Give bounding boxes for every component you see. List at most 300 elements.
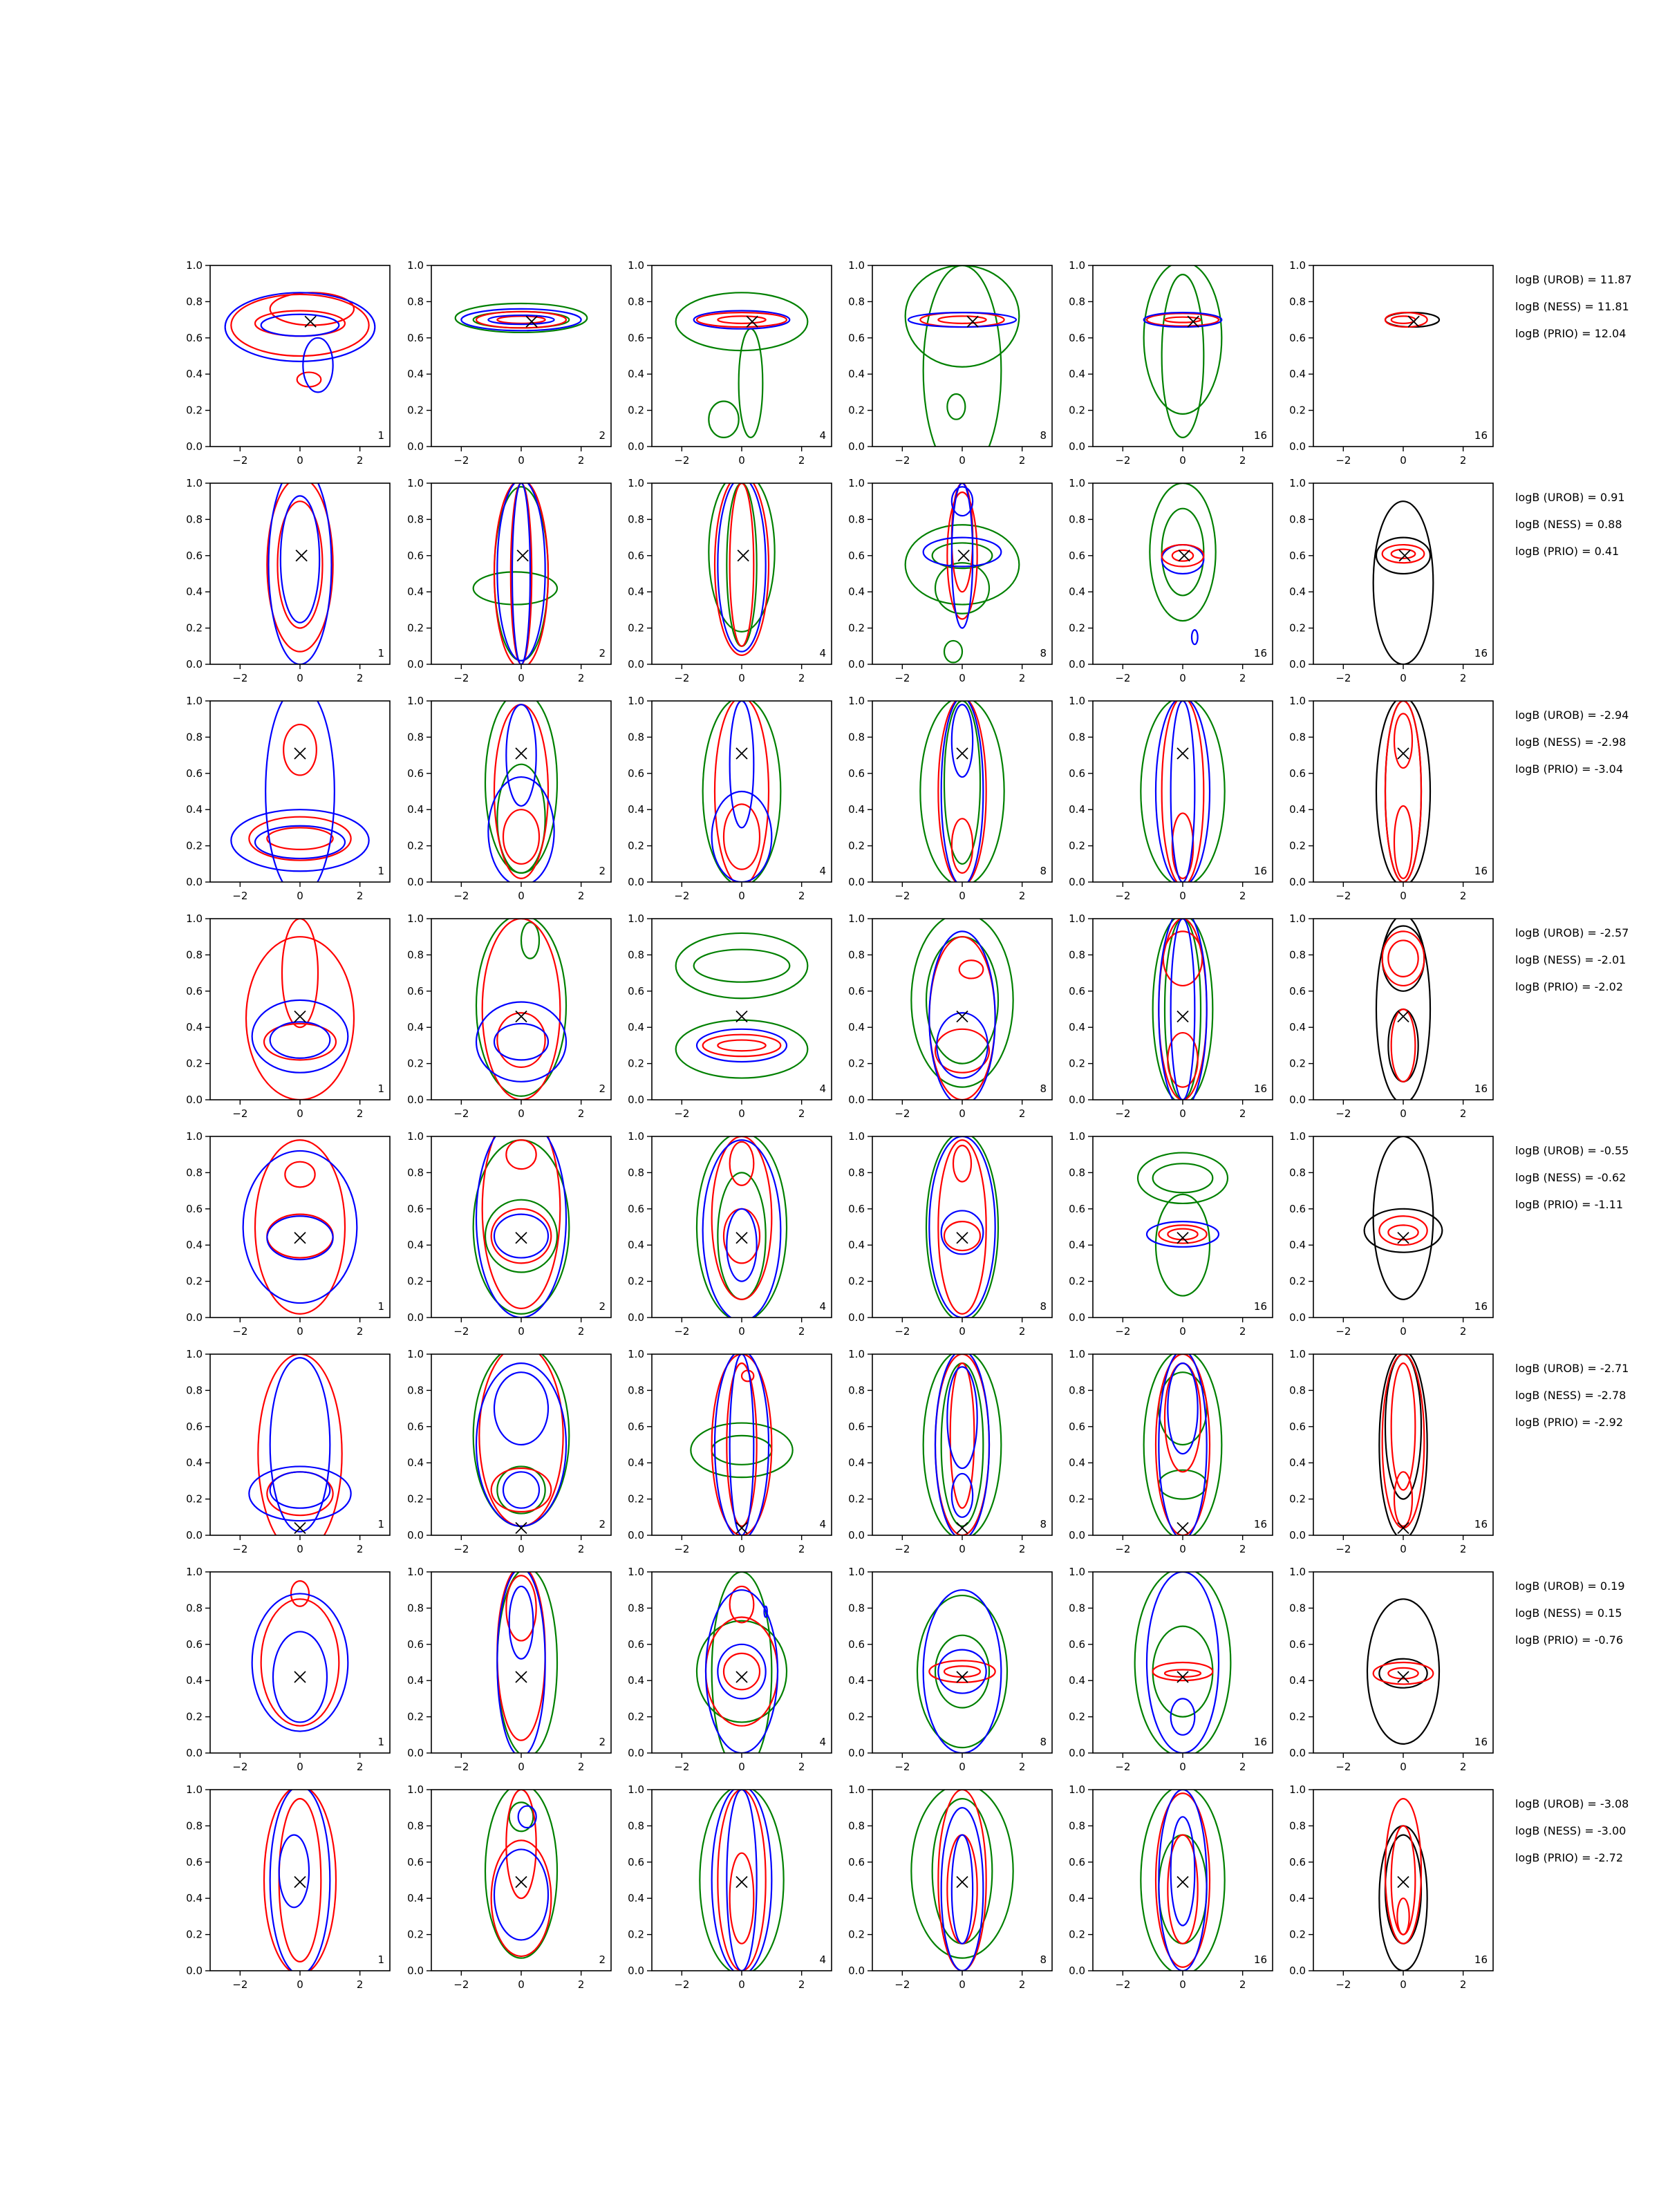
red-contour-3 bbox=[929, 937, 995, 1100]
y-tick-label: 1.0 bbox=[628, 695, 644, 707]
red-contour-4 bbox=[920, 312, 1004, 327]
logb-value: logB (NESS) = 0.88 bbox=[1515, 518, 1622, 531]
sample-count-label: 16 bbox=[1253, 647, 1267, 659]
red-contour-3 bbox=[1153, 1662, 1213, 1680]
y-tick-label: 0.0 bbox=[1289, 1529, 1306, 1541]
y-tick-label: 1.0 bbox=[186, 1566, 203, 1578]
x-tick-label: 2 bbox=[1459, 1543, 1467, 1555]
x-tick-label: 0 bbox=[959, 1761, 966, 1773]
x-tick-label: 0 bbox=[1179, 672, 1186, 684]
x-tick-label: −2 bbox=[1115, 454, 1131, 467]
y-tick-label: 0.0 bbox=[186, 1529, 203, 1541]
x-tick-label: 2 bbox=[577, 1761, 585, 1773]
x-tick-label: −2 bbox=[1335, 672, 1351, 684]
y-tick-label: 0.2 bbox=[1289, 404, 1306, 417]
y-tick-label: 0.4 bbox=[848, 1674, 865, 1687]
x-tick-label: 0 bbox=[1179, 1761, 1186, 1773]
x-tick-label: 2 bbox=[798, 1978, 805, 1991]
x-marker bbox=[1177, 1877, 1188, 1888]
logb-row-2 bbox=[1515, 491, 1625, 558]
red-contour-4 bbox=[950, 1363, 975, 1508]
y-tick-label: 0.8 bbox=[848, 1602, 865, 1615]
contour-panel-r2-c5 bbox=[1069, 477, 1273, 684]
red-contour-4 bbox=[727, 1363, 756, 1526]
contour-panel-r6-c5 bbox=[1069, 1348, 1273, 1555]
contour-lines bbox=[1376, 697, 1430, 885]
x-tick-label: −2 bbox=[894, 1761, 910, 1773]
x-tick-label: −2 bbox=[453, 1543, 469, 1555]
blue-contour-5 bbox=[476, 1002, 566, 1082]
y-tick-label: 1.0 bbox=[628, 1348, 644, 1360]
y-tick-label: 0.6 bbox=[407, 1638, 424, 1651]
contour-lines bbox=[1135, 1568, 1231, 1756]
black-contour-1 bbox=[1374, 1136, 1434, 1300]
x-tick-label: 0 bbox=[1400, 1325, 1407, 1338]
blue-contour-5 bbox=[935, 1351, 989, 1539]
x-tick-label: 0 bbox=[1400, 1543, 1407, 1555]
green-contour-2 bbox=[1153, 1163, 1213, 1192]
sample-count-label: 2 bbox=[599, 647, 606, 659]
y-tick-label: 0.2 bbox=[628, 404, 644, 417]
blue-contour-9 bbox=[952, 483, 973, 628]
x-tick-label: 2 bbox=[356, 1325, 364, 1338]
y-tick-label: 0.6 bbox=[628, 1420, 644, 1433]
y-tick-label: 1.0 bbox=[1069, 695, 1085, 707]
y-tick-label: 0.2 bbox=[628, 1275, 644, 1288]
contour-lines bbox=[249, 1354, 350, 1553]
x-tick-label: −2 bbox=[1115, 1978, 1131, 1991]
sample-count-label: 8 bbox=[1040, 1518, 1047, 1530]
x-marker bbox=[516, 1232, 527, 1244]
x-tick-label: 0 bbox=[1400, 1761, 1407, 1773]
blue-contour-4 bbox=[231, 809, 368, 871]
y-tick-label: 0.2 bbox=[1289, 1492, 1306, 1506]
axes-frame bbox=[431, 1790, 611, 1971]
contour-panel-r8-c3 bbox=[628, 1783, 832, 1991]
x-tick-label: 2 bbox=[1018, 454, 1026, 467]
x-marker bbox=[1398, 1671, 1409, 1683]
y-tick-label: 0.0 bbox=[407, 1311, 424, 1324]
y-tick-label: 0.4 bbox=[848, 1456, 865, 1470]
green-contour-1 bbox=[1144, 262, 1222, 414]
y-tick-label: 0.8 bbox=[1289, 513, 1306, 526]
contour-lines bbox=[1365, 1136, 1443, 1300]
sample-count-label: 16 bbox=[1474, 1518, 1488, 1530]
y-tick-label: 1.0 bbox=[1289, 1566, 1306, 1578]
y-tick-label: 0.6 bbox=[1289, 1202, 1306, 1215]
x-tick-label: 0 bbox=[1179, 1543, 1186, 1555]
blue-contour-5 bbox=[509, 1586, 534, 1659]
y-tick-label: 0.0 bbox=[1289, 876, 1306, 888]
blue-contour-6 bbox=[929, 931, 995, 1105]
contour-lines bbox=[676, 292, 808, 438]
y-tick-label: 0.4 bbox=[186, 803, 203, 816]
y-tick-label: 1.0 bbox=[186, 695, 203, 707]
green-contour-1 bbox=[917, 1595, 1007, 1747]
y-tick-label: 0.8 bbox=[186, 1819, 203, 1833]
y-tick-label: 0.0 bbox=[1069, 1747, 1085, 1759]
y-tick-label: 0.6 bbox=[1289, 1855, 1306, 1868]
contour-panel-r1-c6 bbox=[1289, 259, 1493, 467]
logb-value: logB (UROB) = -2.94 bbox=[1515, 709, 1629, 722]
y-tick-label: 1.0 bbox=[1289, 695, 1306, 707]
red-contour-6 bbox=[938, 316, 986, 323]
y-tick-label: 0.4 bbox=[628, 1021, 644, 1034]
x-tick-label: −2 bbox=[453, 1978, 469, 1991]
y-tick-label: 0.6 bbox=[1069, 1202, 1085, 1215]
y-tick-label: 0.6 bbox=[848, 1420, 865, 1433]
x-tick-label: 2 bbox=[577, 672, 585, 684]
blue-contour-3 bbox=[1162, 545, 1204, 574]
x-marker bbox=[736, 1671, 747, 1683]
y-tick-label: 0.2 bbox=[407, 1057, 424, 1070]
blue-contour-7 bbox=[718, 1644, 765, 1699]
axes-frame bbox=[652, 919, 832, 1100]
x-tick-label: −2 bbox=[674, 672, 690, 684]
sample-count-label: 16 bbox=[1253, 1953, 1267, 1966]
y-tick-label: 0.0 bbox=[407, 1094, 424, 1106]
contour-panel-r3-c2 bbox=[407, 692, 611, 902]
y-tick-label: 0.4 bbox=[1289, 1021, 1306, 1034]
x-marker bbox=[1177, 1011, 1188, 1022]
x-tick-label: 2 bbox=[356, 1761, 364, 1773]
axes-frame bbox=[210, 701, 390, 882]
y-tick-label: 1.0 bbox=[186, 477, 203, 489]
green-contour-2 bbox=[935, 563, 989, 613]
logb-value: logB (NESS) = -0.62 bbox=[1515, 1171, 1627, 1184]
x-tick-label: −2 bbox=[232, 1978, 248, 1991]
y-tick-label: 1.0 bbox=[186, 259, 203, 272]
x-marker bbox=[1398, 1232, 1409, 1244]
x-tick-label: 2 bbox=[1459, 1761, 1467, 1773]
y-tick-label: 1.0 bbox=[1069, 1348, 1085, 1360]
red-contour-3 bbox=[712, 1136, 772, 1300]
y-tick-label: 1.0 bbox=[1069, 259, 1085, 272]
x-tick-label: −2 bbox=[1115, 890, 1131, 902]
y-tick-label: 0.6 bbox=[186, 549, 203, 562]
x-tick-label: 2 bbox=[1239, 1761, 1246, 1773]
y-tick-label: 0.4 bbox=[1069, 1456, 1085, 1470]
contour-lines bbox=[476, 915, 566, 1100]
sample-count-label: 2 bbox=[599, 1300, 606, 1313]
blue-contour-5 bbox=[270, 1472, 330, 1508]
x-tick-label: −2 bbox=[674, 1543, 690, 1555]
contour-lines bbox=[1150, 483, 1215, 644]
axes-frame bbox=[431, 1136, 611, 1318]
y-tick-label: 0.0 bbox=[848, 1747, 865, 1759]
y-tick-label: 0.6 bbox=[1069, 984, 1085, 997]
sample-count-label: 16 bbox=[1474, 647, 1488, 659]
y-tick-label: 0.8 bbox=[628, 513, 644, 526]
y-tick-label: 0.2 bbox=[1289, 1275, 1306, 1288]
y-tick-label: 0.0 bbox=[407, 658, 424, 671]
y-tick-label: 0.0 bbox=[628, 876, 644, 888]
y-tick-label: 0.4 bbox=[407, 803, 424, 816]
x-tick-label: 0 bbox=[959, 1107, 966, 1120]
y-tick-label: 0.0 bbox=[848, 1965, 865, 1977]
y-tick-label: 0.8 bbox=[628, 731, 644, 744]
logb-value: logB (PRIO) = -2.72 bbox=[1515, 1851, 1623, 1864]
x-tick-label: 0 bbox=[518, 1107, 525, 1120]
x-tick-label: 0 bbox=[959, 672, 966, 684]
x-tick-label: 2 bbox=[356, 454, 364, 467]
y-tick-label: 0.2 bbox=[628, 1057, 644, 1070]
y-tick-label: 0.6 bbox=[1289, 549, 1306, 562]
x-tick-label: 2 bbox=[577, 890, 585, 902]
y-tick-label: 0.8 bbox=[1069, 1166, 1085, 1179]
contour-panel-r6-c3 bbox=[628, 1348, 832, 1555]
blue-contour-4 bbox=[712, 1786, 772, 1974]
red-contour-4 bbox=[724, 1209, 760, 1264]
green-contour-1 bbox=[697, 1133, 787, 1321]
y-tick-label: 0.8 bbox=[407, 295, 424, 308]
x-tick-label: 0 bbox=[297, 454, 303, 467]
y-tick-label: 1.0 bbox=[186, 1348, 203, 1360]
y-tick-label: 0.0 bbox=[1069, 440, 1085, 453]
sample-count-label: 8 bbox=[1040, 1953, 1047, 1966]
sample-count-label: 8 bbox=[1040, 1736, 1047, 1748]
red-contour-3 bbox=[1156, 1793, 1210, 1967]
logb-value: logB (PRIO) = -1.11 bbox=[1515, 1198, 1623, 1211]
y-tick-label: 0.0 bbox=[848, 876, 865, 888]
blue-contour-5 bbox=[494, 1849, 548, 1940]
y-tick-label: 0.2 bbox=[848, 1492, 865, 1506]
y-tick-label: 1.0 bbox=[848, 1130, 865, 1143]
x-tick-label: 2 bbox=[1018, 1107, 1026, 1120]
y-tick-label: 0.2 bbox=[407, 1710, 424, 1723]
y-tick-label: 1.0 bbox=[628, 477, 644, 489]
contour-panel-r6-c1 bbox=[186, 1348, 390, 1555]
y-tick-label: 1.0 bbox=[628, 259, 644, 272]
y-tick-label: 0.6 bbox=[407, 1420, 424, 1433]
y-tick-label: 0.0 bbox=[1069, 1311, 1085, 1324]
x-tick-label: −2 bbox=[894, 890, 910, 902]
contour-lines bbox=[497, 1566, 557, 1756]
green-contour-1 bbox=[697, 1621, 787, 1723]
black-contour-1 bbox=[1374, 501, 1434, 664]
x-tick-label: −2 bbox=[674, 454, 690, 467]
x-tick-label: 0 bbox=[518, 454, 525, 467]
red-contour-5 bbox=[730, 1142, 754, 1185]
y-tick-label: 0.4 bbox=[407, 1674, 424, 1687]
red-contour-3 bbox=[730, 1853, 754, 1944]
axes-frame bbox=[872, 1572, 1052, 1753]
black-contour-1 bbox=[1367, 1599, 1439, 1744]
y-tick-label: 0.4 bbox=[407, 1021, 424, 1034]
y-tick-label: 1.0 bbox=[848, 695, 865, 707]
y-tick-label: 0.4 bbox=[1289, 1239, 1306, 1252]
y-tick-label: 0.4 bbox=[186, 1021, 203, 1034]
axes-frame bbox=[1093, 919, 1273, 1100]
contour-panel-r6-c4 bbox=[848, 1348, 1052, 1555]
y-tick-label: 0.0 bbox=[1289, 1965, 1306, 1977]
x-marker bbox=[294, 1877, 306, 1888]
blue-contour-7 bbox=[1168, 1363, 1197, 1454]
red-contour-3 bbox=[706, 1618, 778, 1726]
y-tick-label: 1.0 bbox=[407, 695, 424, 707]
y-tick-label: 0.8 bbox=[848, 295, 865, 308]
sample-count-label: 4 bbox=[819, 865, 826, 877]
contour-panel-r5-c2 bbox=[407, 1109, 611, 1338]
x-tick-label: −2 bbox=[674, 1978, 690, 1991]
sample-count-label: 16 bbox=[1474, 865, 1488, 877]
x-tick-label: −2 bbox=[1115, 1107, 1131, 1120]
axes-frame bbox=[1313, 1354, 1493, 1535]
green-contour-2 bbox=[941, 1363, 984, 1526]
logb-value: logB (PRIO) = -2.92 bbox=[1515, 1416, 1623, 1429]
blue-contour-6 bbox=[1171, 1817, 1195, 1925]
y-tick-label: 0.2 bbox=[407, 404, 424, 417]
y-tick-label: 1.0 bbox=[407, 259, 424, 272]
x-tick-label: 2 bbox=[1239, 1107, 1246, 1120]
sample-count-label: 1 bbox=[377, 429, 384, 442]
contour-panel-r5-c5 bbox=[1069, 1130, 1273, 1338]
contour-panel-r3-c1 bbox=[186, 686, 390, 902]
y-tick-label: 0.6 bbox=[407, 331, 424, 344]
logb-value: logB (NESS) = -2.01 bbox=[1515, 953, 1627, 966]
contour-panel-r6-c2 bbox=[407, 1345, 611, 1555]
blue-contour-4 bbox=[1144, 312, 1222, 327]
y-tick-label: 0.6 bbox=[848, 549, 865, 562]
red-contour-3 bbox=[297, 373, 321, 387]
x-tick-label: 0 bbox=[738, 1978, 745, 1991]
y-tick-label: 0.8 bbox=[407, 513, 424, 526]
y-tick-label: 0.0 bbox=[1069, 1094, 1085, 1106]
sample-count-label: 16 bbox=[1253, 865, 1267, 877]
x-marker bbox=[294, 1011, 306, 1022]
x-tick-label: 0 bbox=[959, 890, 966, 902]
y-tick-label: 0.0 bbox=[186, 658, 203, 671]
blue-contour-4 bbox=[243, 1151, 357, 1303]
y-tick-label: 0.8 bbox=[407, 948, 424, 962]
red-contour-5 bbox=[1159, 1225, 1206, 1243]
green-contour-1 bbox=[691, 1423, 792, 1478]
contour-panel-r8-c4 bbox=[848, 1783, 1052, 1991]
y-tick-label: 0.0 bbox=[407, 440, 424, 453]
red-contour-3 bbox=[1374, 1662, 1434, 1684]
y-tick-label: 0.4 bbox=[407, 1456, 424, 1470]
y-tick-label: 0.2 bbox=[848, 1275, 865, 1288]
x-tick-label: −2 bbox=[232, 890, 248, 902]
sample-count-label: 1 bbox=[377, 1736, 384, 1748]
blue-contour-5 bbox=[497, 480, 545, 661]
green-contour-2 bbox=[485, 1200, 557, 1273]
contour-panel-r7-c6 bbox=[1289, 1566, 1493, 1773]
sample-count-label: 8 bbox=[1040, 1082, 1047, 1095]
green-contour-1 bbox=[920, 697, 1004, 885]
red-contour-4 bbox=[724, 1653, 760, 1689]
y-tick-label: 0.8 bbox=[1289, 1819, 1306, 1833]
contour-panel-r4-c1 bbox=[186, 912, 390, 1120]
y-tick-label: 1.0 bbox=[848, 1566, 865, 1578]
y-tick-label: 0.2 bbox=[628, 839, 644, 852]
red-contour-3 bbox=[476, 312, 566, 328]
axes-frame bbox=[210, 1790, 390, 1971]
green-contour-2 bbox=[712, 1572, 772, 1771]
x-marker bbox=[747, 316, 758, 327]
blue-contour-5 bbox=[1171, 701, 1195, 882]
red-contour-4 bbox=[953, 1145, 971, 1181]
red-contour-3 bbox=[285, 1162, 315, 1188]
x-tick-label: −2 bbox=[1335, 454, 1351, 467]
logb-value: logB (PRIO) = -2.02 bbox=[1515, 980, 1623, 993]
y-tick-label: 0.6 bbox=[1289, 767, 1306, 780]
axes-frame bbox=[872, 1136, 1052, 1318]
y-tick-label: 0.2 bbox=[1069, 404, 1085, 417]
axes-frame bbox=[431, 483, 611, 664]
y-tick-label: 0.8 bbox=[186, 295, 203, 308]
x-tick-label: 2 bbox=[1459, 672, 1467, 684]
axes-frame bbox=[652, 483, 832, 664]
green-contour-1 bbox=[485, 692, 557, 873]
y-tick-label: 1.0 bbox=[1069, 912, 1085, 925]
contour-panel-r8-c5 bbox=[1069, 1783, 1273, 1991]
red-contour-4 bbox=[497, 316, 545, 323]
y-tick-label: 0.8 bbox=[186, 1166, 203, 1179]
x-marker bbox=[1179, 550, 1190, 561]
x-tick-label: 2 bbox=[1239, 890, 1246, 902]
y-tick-label: 0.6 bbox=[848, 1638, 865, 1651]
red-contour-3 bbox=[1147, 313, 1219, 326]
x-tick-label: 0 bbox=[1400, 1978, 1407, 1991]
y-tick-label: 0.4 bbox=[1069, 1021, 1085, 1034]
x-tick-label: −2 bbox=[1335, 1107, 1351, 1120]
blue-contour-4 bbox=[497, 1568, 545, 1756]
blue-contour-7 bbox=[503, 1472, 539, 1508]
x-marker bbox=[1177, 1232, 1188, 1244]
blue-contour-7 bbox=[494, 1215, 548, 1258]
x-tick-label: 2 bbox=[577, 1325, 585, 1338]
x-tick-label: −2 bbox=[1115, 1543, 1131, 1555]
y-tick-label: 1.0 bbox=[848, 912, 865, 925]
y-tick-label: 0.0 bbox=[1289, 1094, 1306, 1106]
y-tick-label: 0.8 bbox=[1069, 1602, 1085, 1615]
logb-value: logB (UROB) = 0.91 bbox=[1515, 491, 1625, 504]
x-tick-label: −2 bbox=[1115, 672, 1131, 684]
x-tick-label: 0 bbox=[1400, 890, 1407, 902]
contour-panel-r4-c5 bbox=[1069, 910, 1273, 1120]
x-tick-label: 0 bbox=[1179, 1107, 1186, 1120]
y-tick-label: 0.4 bbox=[628, 1674, 644, 1687]
y-tick-label: 0.2 bbox=[186, 621, 203, 635]
y-tick-label: 0.4 bbox=[628, 1456, 644, 1470]
y-tick-label: 0.8 bbox=[848, 1166, 865, 1179]
blue-contour-5 bbox=[908, 312, 1016, 327]
contour-panel-r6-c6 bbox=[1289, 1348, 1493, 1555]
x-tick-label: 0 bbox=[738, 1107, 745, 1120]
y-tick-label: 0.4 bbox=[848, 803, 865, 816]
y-tick-label: 1.0 bbox=[848, 1783, 865, 1796]
x-tick-label: 0 bbox=[738, 1325, 745, 1338]
x-tick-label: 2 bbox=[1459, 1978, 1467, 1991]
blue-contour-6 bbox=[703, 1140, 781, 1321]
red-contour-6 bbox=[1391, 1009, 1416, 1082]
sample-count-label: 2 bbox=[599, 1736, 606, 1748]
blue-contour-4 bbox=[281, 496, 319, 622]
y-tick-label: 0.4 bbox=[628, 1239, 644, 1252]
red-contour-4 bbox=[497, 1013, 545, 1067]
y-tick-label: 0.8 bbox=[1069, 513, 1085, 526]
y-tick-label: 0.6 bbox=[186, 331, 203, 344]
red-contour-4 bbox=[944, 1666, 980, 1677]
axes-frame bbox=[652, 1354, 832, 1535]
x-tick-label: −2 bbox=[232, 1761, 248, 1773]
x-tick-label: 2 bbox=[1018, 672, 1026, 684]
y-tick-label: 0.6 bbox=[628, 1638, 644, 1651]
logb-annotations bbox=[1515, 273, 1632, 1864]
blue-contour-6 bbox=[512, 483, 530, 664]
contour-lines bbox=[252, 1581, 348, 1731]
